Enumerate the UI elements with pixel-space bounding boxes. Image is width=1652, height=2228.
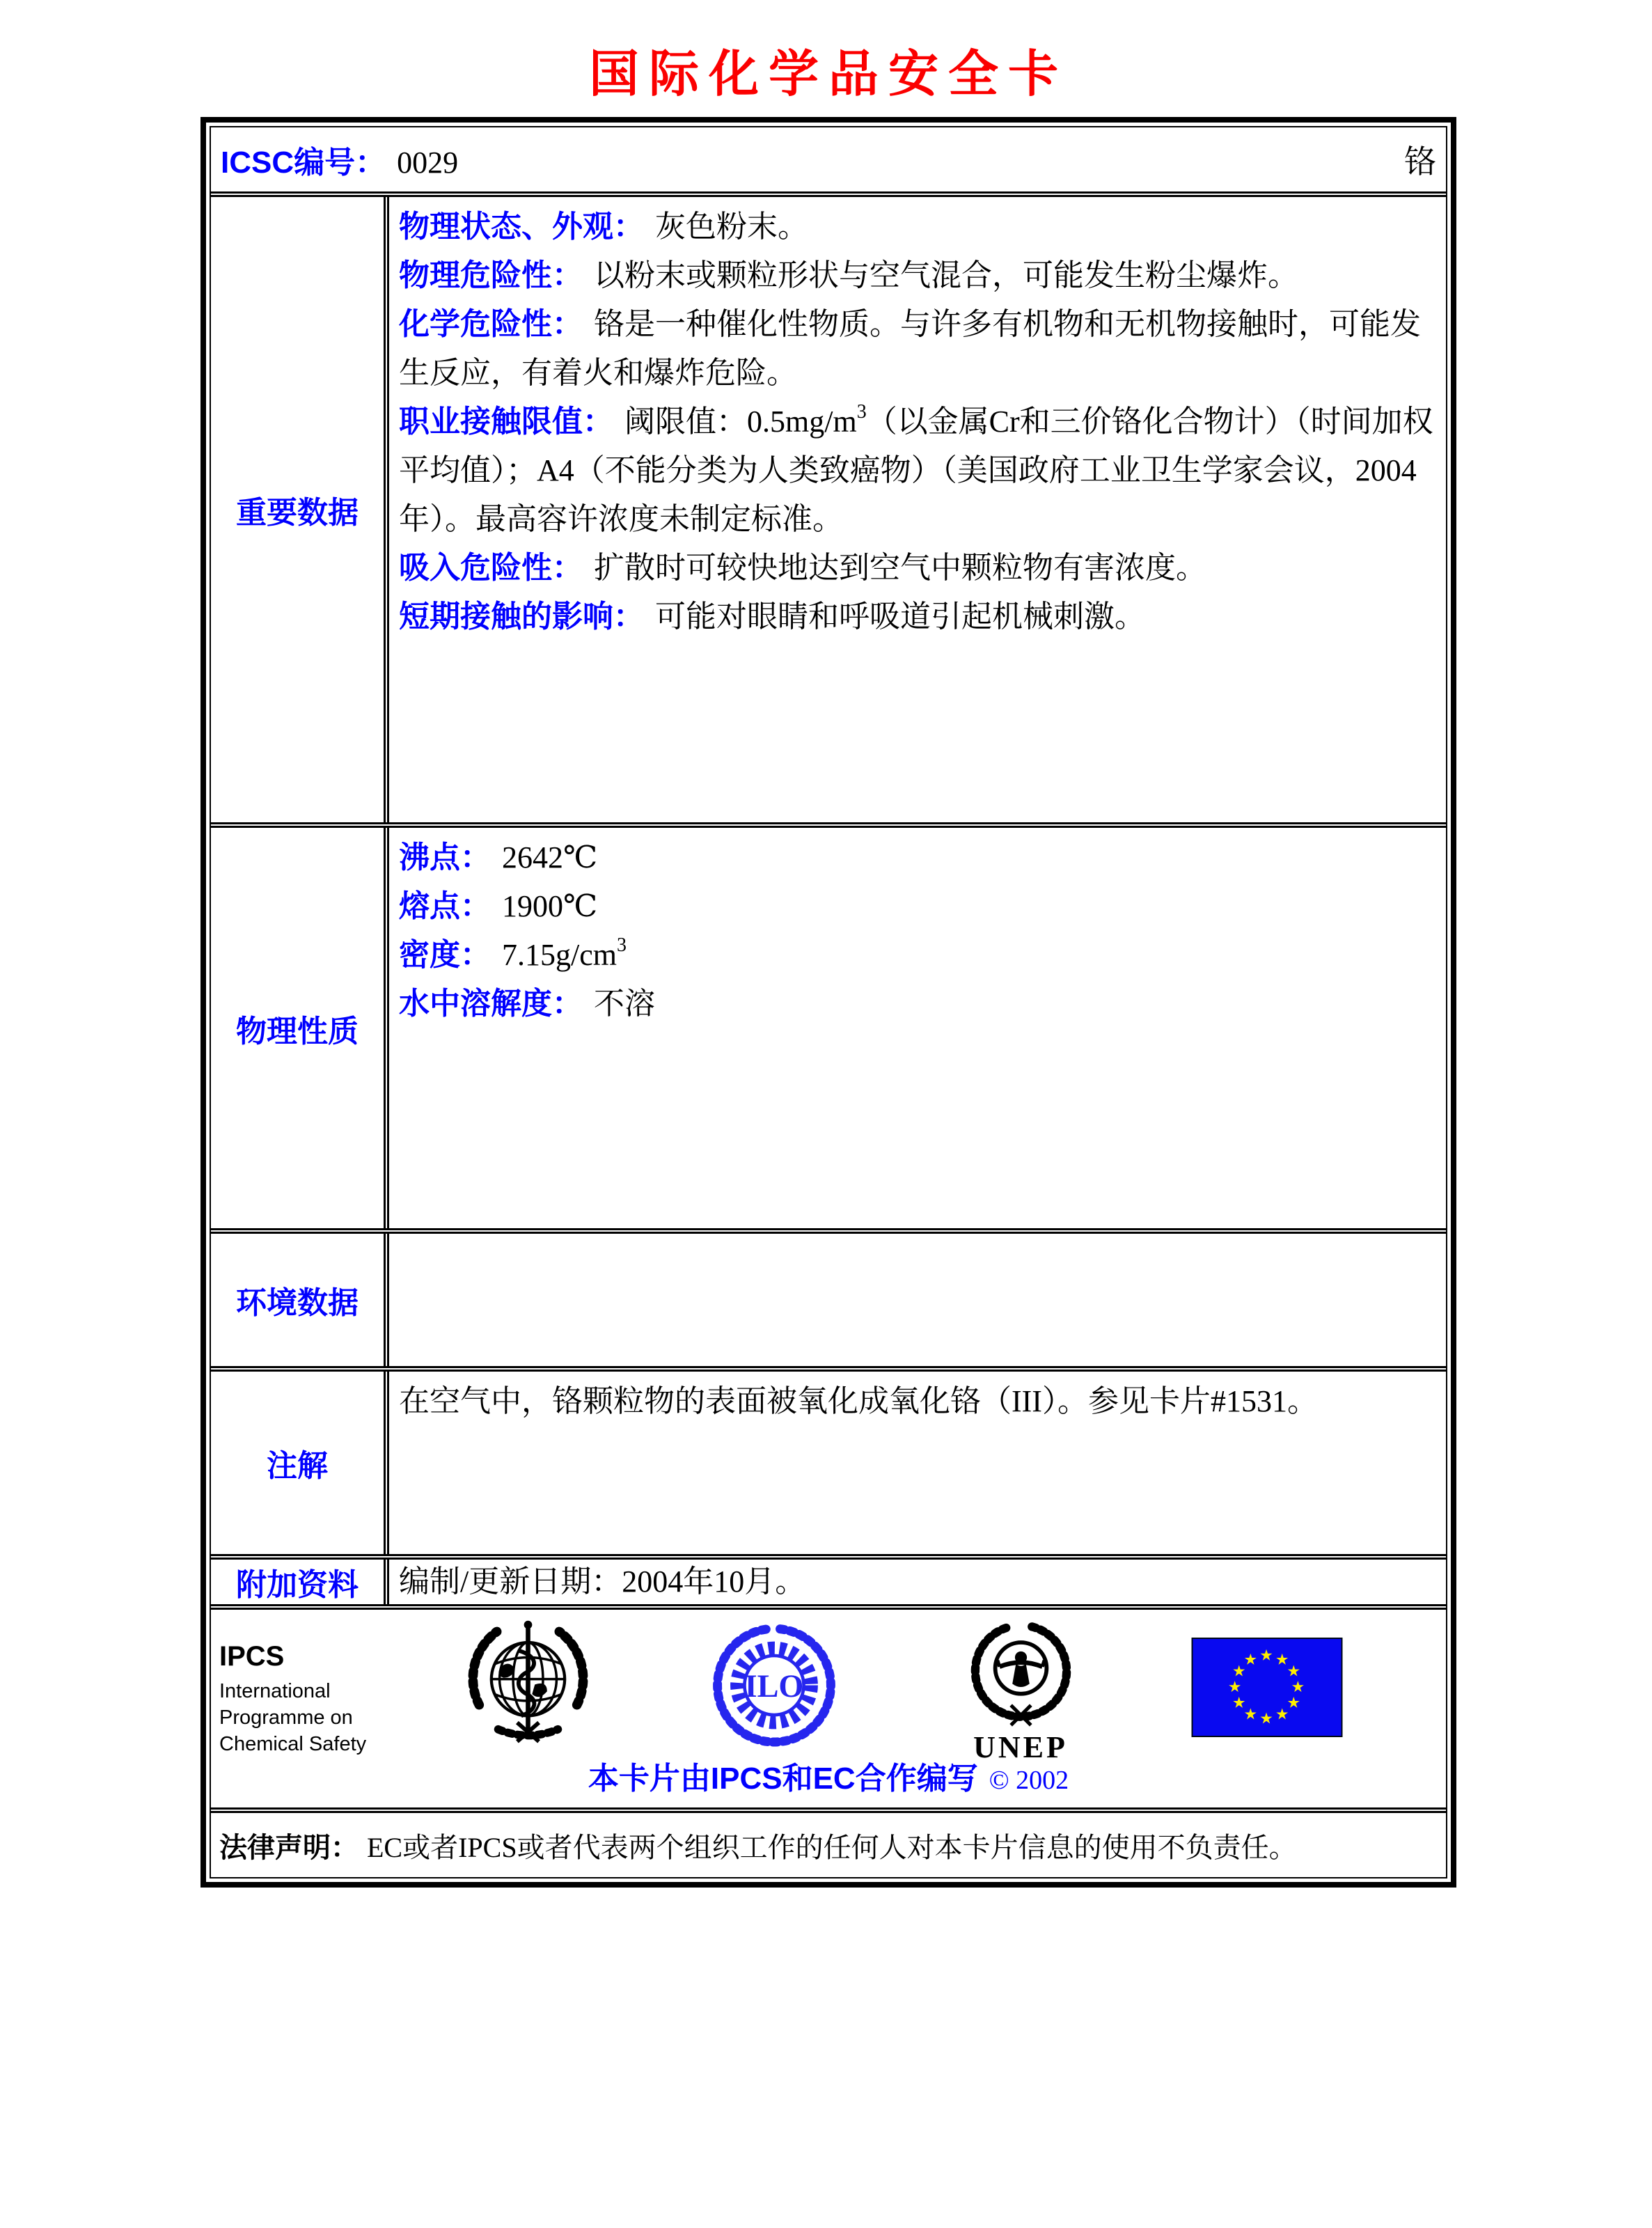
section-label-text: 环境数据 — [236, 1286, 359, 1320]
field-label: 物理危险性： — [399, 258, 583, 292]
unep-logo-block — [947, 1617, 1094, 1764]
field-label: 熔点： — [399, 889, 491, 923]
ipcs-subtitle-line: Chemical Safety — [219, 1733, 367, 1755]
field-label: 密度： — [399, 938, 491, 972]
section-label-important-data — [211, 197, 389, 822]
field-value: 扩散时可较快地达到空气中颗粒物有害浓度。 — [594, 551, 1206, 585]
field-value-rest: （以金属Cr和三价铬化合物计）（时间加权平均值）；A4（不能分类为人类致癌物）（美国政府工业卫生学家会议，2004年）。最高容许浓度未制定标准。 — [399, 405, 1433, 536]
section-label-text: 重要数据 — [236, 496, 359, 530]
field-melting-point — [399, 882, 1435, 931]
icsc-header-row — [211, 127, 1446, 197]
section-label-notes — [211, 1372, 389, 1554]
section-row-notes — [211, 1372, 1446, 1560]
field-label: 职业接触限值： — [399, 405, 613, 439]
field-physical-danger — [399, 251, 1435, 300]
section-content-physical-properties — [389, 828, 1446, 1228]
section-label-text: 注解 — [267, 1449, 328, 1483]
section-label-environmental-data — [211, 1234, 389, 1366]
field-chemical-danger — [399, 300, 1435, 398]
field-value: 不溶 — [594, 987, 655, 1021]
section-content-additional-info — [389, 1560, 1446, 1604]
field-label: 吸入危险性： — [399, 551, 583, 585]
field-value: 2642℃ — [502, 840, 598, 874]
ilo-logo-text: ILO — [744, 1669, 804, 1705]
field-superscript: 3 — [856, 401, 867, 423]
credit-line — [211, 1753, 1446, 1798]
section-label-additional-info — [211, 1560, 389, 1604]
field-density — [399, 931, 1435, 980]
legal-text: EC或者IPCS或者代表两个组织工作的任何人对本卡片信息的使用不负责任。 — [367, 1831, 1297, 1863]
field-occupational-exposure-limit — [399, 398, 1435, 544]
unep-logo-icon — [950, 1719, 1092, 1731]
additional-info-text: 编制/更新日期：2004年10月。 — [399, 1564, 806, 1599]
icsc-number-group — [221, 137, 458, 182]
field-physical-state — [399, 203, 1435, 251]
icsc-number-label: ICSC编号： — [221, 146, 386, 180]
field-label: 化学危险性： — [399, 307, 583, 341]
who-logo-icon — [460, 1615, 596, 1755]
ipcs-subtitle-line: Programme on — [219, 1707, 353, 1729]
field-short-term-effects — [399, 593, 1435, 641]
section-row-physical-properties — [211, 828, 1446, 1234]
field-value: 可能对眼睛和呼吸道引起机械刺激。 — [655, 599, 1145, 634]
icsc-number-value: 0029 — [397, 146, 459, 180]
section-content-environmental-data — [389, 1234, 1446, 1366]
footer-row — [211, 1610, 1446, 1813]
legal-row — [211, 1813, 1446, 1877]
field-water-solubility — [399, 980, 1435, 1028]
notes-text: 在空气中，铬颗粒物的表面被氧化成氧化铬（III）。参见卡片#1531。 — [399, 1384, 1318, 1418]
ipcs-block — [219, 1640, 366, 1757]
field-value: 7.15g/cm — [502, 938, 617, 972]
field-value: 灰色粉末。 — [655, 210, 808, 244]
field-label: 短期接触的影响： — [399, 599, 644, 634]
field-value: 以粉末或颗粒形状与空气混合，可能发生粉尘爆炸。 — [594, 258, 1298, 292]
unep-logo-text: UNEP — [973, 1730, 1068, 1764]
chemical-name: 铬 — [1404, 144, 1436, 180]
copyright-text: © 2002 — [989, 1766, 1069, 1795]
legal-label: 法律声明： — [219, 1832, 359, 1863]
field-boiling-point — [399, 833, 1435, 882]
section-content-important-data — [389, 197, 1446, 822]
credit-text: 本卡片由IPCS和EC合作编写 — [588, 1762, 978, 1796]
section-label-text: 物理性质 — [236, 1014, 359, 1049]
safety-card — [200, 117, 1456, 1888]
section-row-important-data — [211, 197, 1446, 828]
field-label: 沸点： — [399, 840, 491, 874]
eu-flag-icon — [1191, 1638, 1343, 1741]
field-value: 1900℃ — [502, 889, 598, 923]
ilo-logo-icon — [709, 1621, 840, 1753]
field-value: 铬是一种催化性物质。与许多有机物和无机物接触时，可能发生反应，有着火和爆炸危险。 — [399, 307, 1421, 390]
field-inhalation-risk — [399, 544, 1435, 593]
safety-card-inner — [210, 126, 1447, 1878]
field-value: 阈限值：0.5mg/m — [624, 405, 857, 439]
section-content-notes — [389, 1372, 1446, 1554]
page-title: 国际化学品安全卡 — [588, 47, 1068, 102]
field-label: 水中溶解度： — [399, 987, 583, 1021]
section-label-text: 附加资料 — [236, 1568, 359, 1602]
ipcs-subtitle-line: International — [219, 1680, 331, 1702]
ipcs-title: IPCS — [219, 1641, 285, 1672]
section-row-additional-info — [211, 1560, 1446, 1610]
field-label: 物理状态、外观： — [399, 210, 644, 244]
section-row-environmental-data — [211, 1234, 1446, 1372]
section-label-physical-properties — [211, 828, 389, 1228]
field-superscript: 3 — [616, 934, 627, 957]
